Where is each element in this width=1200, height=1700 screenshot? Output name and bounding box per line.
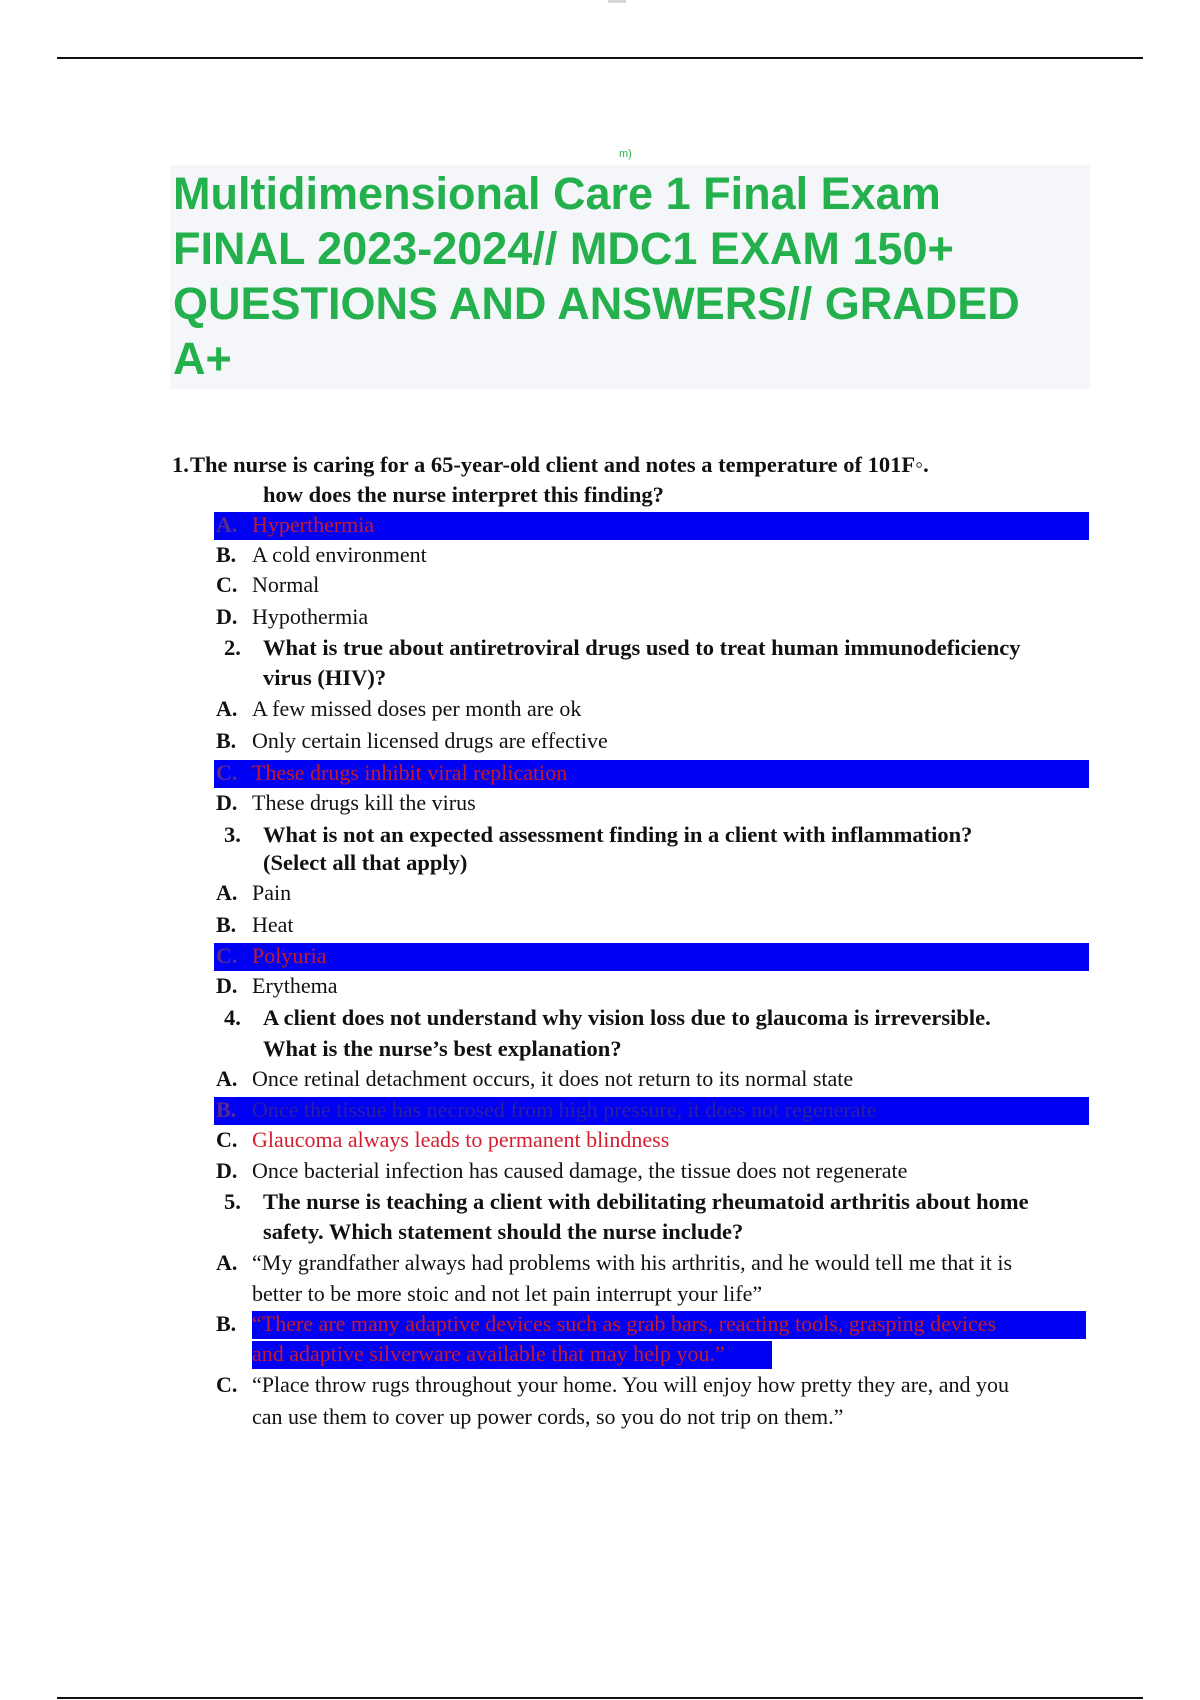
option-letter: C. <box>216 1127 238 1152</box>
option-text: A cold environment <box>252 542 427 567</box>
option-letter: B. <box>216 728 237 753</box>
option-text: better to be more stoic and not let pain interrupt your life” <box>252 1281 763 1306</box>
option-text-correct: Once the tissue has necrosed from high pressure, it does not regenerate <box>252 1097 877 1122</box>
option-letter: A. <box>216 1066 238 1091</box>
title-line: QUESTIONS AND ANSWERS// GRADED <box>173 278 1020 329</box>
question-text: A client does not understand why vision loss due to glaucoma is irreversible. <box>263 1005 991 1030</box>
answer-highlight <box>214 943 1089 971</box>
page-top-tab <box>608 0 626 3</box>
option-text: These drugs kill the virus <box>252 790 476 815</box>
option-letter: C. <box>216 572 238 597</box>
option-letter: D. <box>216 973 238 998</box>
option-text: Pain <box>252 880 292 905</box>
option-text: Erythema <box>252 973 338 998</box>
option-letter: A. <box>216 880 238 905</box>
question-number: 4. <box>224 1005 241 1030</box>
option-letter: D. <box>216 1158 238 1183</box>
option-letter: B. <box>216 1097 237 1122</box>
option-text: Only certain licensed drugs are effective <box>252 728 608 753</box>
question-text: safety. Which statement should the nurse include? <box>263 1219 744 1244</box>
option-letter: A. <box>216 696 238 721</box>
header-mark: m) <box>619 148 632 160</box>
top-rule <box>57 57 1143 59</box>
question-text: The nurse is teaching a client with debilitating rheumatoid arthritis about home <box>263 1189 1029 1214</box>
option-text-correct: Polyuria <box>252 943 327 968</box>
option-letter: D. <box>216 604 238 629</box>
option-letter: C. <box>216 1372 238 1397</box>
option-letter: D. <box>216 790 238 815</box>
option-text: A few missed doses per month are ok <box>252 696 582 721</box>
option-letter: B. <box>216 542 237 567</box>
option-letter: B. <box>216 912 237 937</box>
option-letter: C. <box>216 943 238 968</box>
option-text: “Place throw rugs throughout your home. You will enjoy how pretty they are, and you <box>252 1372 1010 1397</box>
option-letter: A. <box>216 1250 238 1275</box>
option-text: Once bacterial infection has caused damage, the tissue does not regenerate <box>252 1158 908 1183</box>
option-text: Normal <box>252 572 320 597</box>
title-line: FINAL 2023-2024// MDC1 EXAM 150+ <box>173 223 954 274</box>
option-text: “My grandfather always had problems with his arthritis, and he would tell me that it is <box>252 1250 1013 1275</box>
option-text-correct: These drugs inhibit viral replication <box>252 760 568 785</box>
question-text: What is true about antiretroviral drugs used to treat human immunodeficiency <box>263 635 1021 660</box>
option-letter: A. <box>216 512 238 537</box>
question-text: What is not an expected assessment finding in a client with inflammation? <box>263 822 973 847</box>
question-number: 5. <box>224 1189 241 1214</box>
option-text: can use them to cover up power cords, so you do not trip on them.” <box>252 1404 844 1429</box>
option-text: Hypothermia <box>252 604 369 629</box>
question-number: 2. <box>224 635 241 660</box>
title-line: A+ <box>173 333 232 384</box>
option-text-correct: “There are many adaptive devices such as grab bars, reacting tools, grasping devices <box>252 1311 997 1336</box>
question-text: virus (HIV)? <box>263 665 387 690</box>
option-text-correct: Hyperthermia <box>252 512 375 537</box>
option-letter: B. <box>216 1311 237 1336</box>
question-text: The nurse is caring for a 65-year-old client and notes a temperature of 101F◦. <box>190 452 929 477</box>
option-text: Once retinal detachment occurs, it does not return to its normal state <box>252 1066 854 1091</box>
bottom-rule <box>57 1697 1143 1699</box>
question-text: What is the nurse’s best explanation? <box>263 1036 622 1061</box>
question-number: 3. <box>224 822 241 847</box>
option-letter: C. <box>216 760 238 785</box>
option-text-correct: and adaptive silverware available that may help you.” <box>252 1341 725 1366</box>
option-text: Heat <box>252 912 294 937</box>
document-title <box>173 166 1093 386</box>
title-line: Multidimensional Care 1 Final Exam <box>173 168 941 219</box>
question-text: how does the nurse interpret this finding? <box>263 482 664 507</box>
question-text: (Select all that apply) <box>263 850 468 875</box>
option-text-red: Glaucoma always leads to permanent blindness <box>252 1127 670 1152</box>
question-number: 1. <box>172 452 189 477</box>
